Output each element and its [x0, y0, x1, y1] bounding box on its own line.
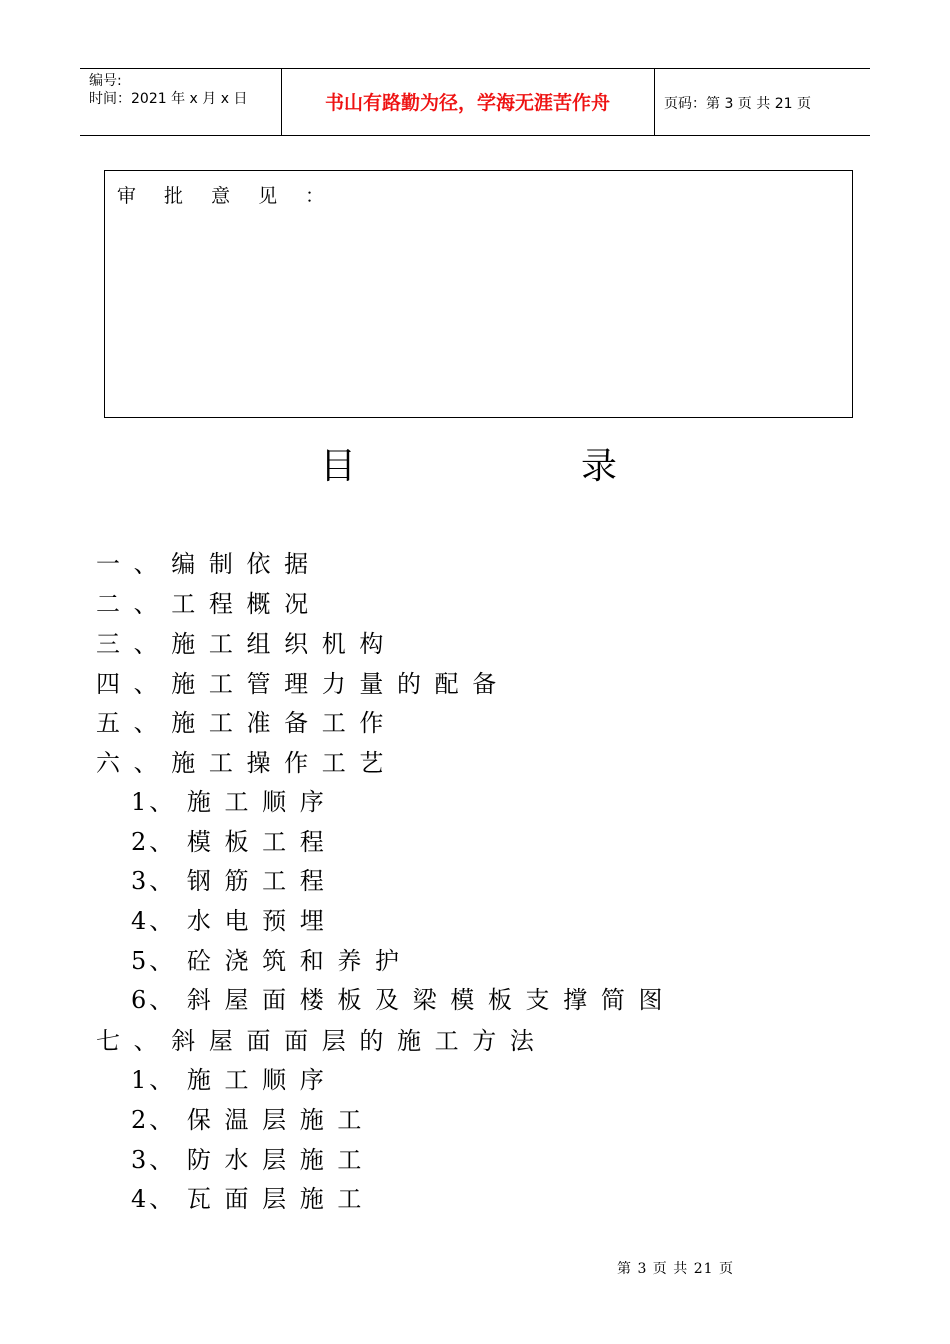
toc-item: 六 、 施 工 操 作 工 艺 — [96, 749, 387, 777]
toc-item: 四 、 施 工 管 理 力 量 的 配 备 — [96, 670, 500, 698]
toc-item: 一 、 编 制 依 据 — [96, 550, 312, 578]
header-motto: 书山有路勤为径，学海无涯苦作舟 — [324, 92, 610, 114]
approval-box — [104, 170, 853, 418]
header-bottom-rule — [80, 135, 870, 136]
footer-page-number: 第 3 页 共 21 页 — [617, 1261, 734, 1277]
toc-title-right: 录 — [581, 446, 618, 487]
toc-subitem: 1、 施 工 顺 序 — [131, 1066, 327, 1094]
toc-subitem: 5、 砼 浇 筑 和 养 护 — [131, 947, 403, 975]
toc-subitem: 3、 钢 筋 工 程 — [131, 867, 327, 895]
header-top-rule — [80, 68, 870, 69]
toc-subitem: 6、 斜 屋 面 楼 板 及 梁 模 板 支 撑 简 图 — [131, 986, 666, 1014]
header-meta — [89, 72, 247, 108]
toc-title-left: 目 — [320, 446, 357, 487]
toc-subitem: 2、 保 温 层 施 工 — [131, 1106, 365, 1134]
header-divider-right — [654, 68, 655, 135]
approval-label: 审 批 意 见 ： — [117, 185, 336, 207]
toc-subitem: 1、 施 工 顺 序 — [131, 788, 327, 816]
toc-item: 五 、 施 工 准 备 工 作 — [96, 709, 387, 737]
toc-item: 三 、 施 工 组 织 机 构 — [96, 630, 387, 658]
toc-item: 七 、 斜 屋 面 面 层 的 施 工 方 法 — [96, 1027, 537, 1055]
header-page-info: 页码：第 3 页 共 21 页 — [664, 96, 811, 112]
toc-subitem: 4、 水 电 预 埋 — [131, 907, 327, 935]
toc-item: 二 、 工 程 概 况 — [96, 590, 312, 618]
toc-subitem: 3、 防 水 层 施 工 — [131, 1146, 365, 1174]
document-number-label: 编号: — [89, 73, 122, 89]
toc-subitem: 4、 瓦 面 层 施 工 — [131, 1185, 365, 1213]
document-date: 时间：2021 年 x 月 x 日 — [89, 91, 248, 107]
toc-subitem: 2、 模 板 工 程 — [131, 828, 327, 856]
